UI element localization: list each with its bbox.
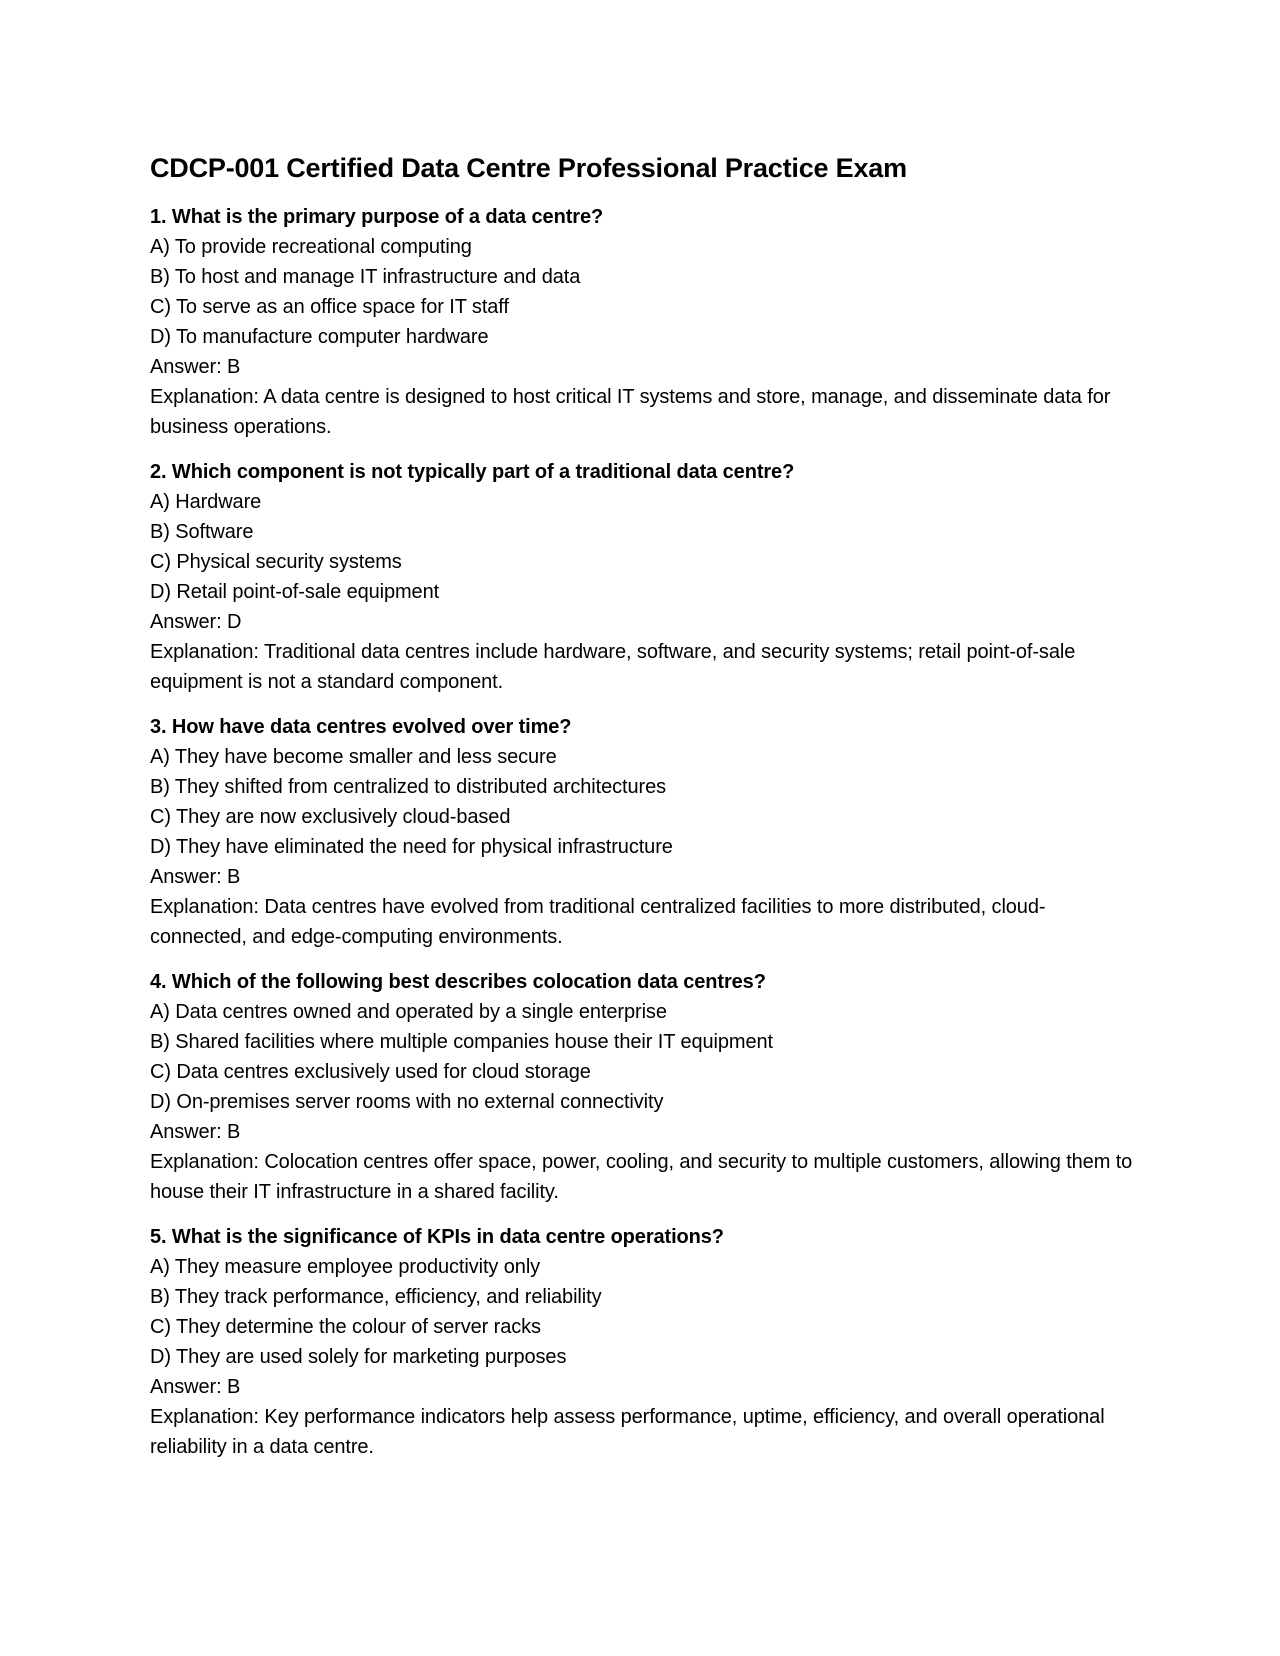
option-b: B) Shared facilities where multiple companies house their IT equipment (150, 1031, 773, 1053)
explanation-text: Explanation: A data centre is designed to host critical IT systems and store, manage, and disseminate data for business operations. (150, 386, 1111, 438)
option-c: C) To serve as an office space for IT staff (150, 296, 509, 318)
question-text: 5. What is the significance of KPIs in data centre operations? (150, 1226, 724, 1248)
question-text: 2. Which component is not typically part of a traditional data centre? (150, 461, 795, 483)
option-a: A) They measure employee productivity only (150, 1256, 541, 1278)
explanation-text: Explanation: Key performance indicators help assess performance, uptime, efficiency, and overall operational reliability in a data centre. (150, 1406, 1105, 1458)
question-block (150, 202, 1140, 442)
option-d: D) They have eliminated the need for physical infrastructure (150, 836, 673, 858)
question-block (150, 457, 1140, 697)
option-d: D) To manufacture computer hardware (150, 326, 489, 348)
answer-text: Answer: B (150, 356, 241, 378)
option-b: B) They track performance, efficiency, and reliability (150, 1286, 602, 1308)
question-text: 1. What is the primary purpose of a data centre? (150, 206, 604, 228)
question-block (150, 1222, 1140, 1462)
question-text: 3. How have data centres evolved over time? (150, 716, 572, 738)
option-a: A) Hardware (150, 491, 262, 513)
answer-text: Answer: B (150, 1376, 241, 1398)
option-c: C) They determine the colour of server racks (150, 1316, 541, 1338)
document-page (150, 150, 1140, 1477)
question-block (150, 967, 1140, 1207)
option-a: A) To provide recreational computing (150, 236, 472, 258)
question-text: 4. Which of the following best describes colocation data centres? (150, 971, 766, 993)
option-d: D) Retail point-of-sale equipment (150, 581, 440, 603)
explanation-text: Explanation: Traditional data centres include hardware, software, and security systems; retail point-of-sale equipment is not a standard component. (150, 641, 1076, 693)
option-a: A) They have become smaller and less secure (150, 746, 557, 768)
option-c: C) Data centres exclusively used for cloud storage (150, 1061, 591, 1083)
answer-text: Answer: D (150, 611, 242, 633)
page-title: CDCP-001 Certified Data Centre Professional Practice Exam (150, 153, 907, 183)
explanation-text: Explanation: Data centres have evolved from traditional centralized facilities to more distributed, cloud-connected, and edge-computing environments. (150, 896, 1046, 948)
option-c: C) They are now exclusively cloud-based (150, 806, 511, 828)
option-c: C) Physical security systems (150, 551, 402, 573)
option-b: B) To host and manage IT infrastructure and data (150, 266, 581, 288)
answer-text: Answer: B (150, 866, 241, 888)
option-a: A) Data centres owned and operated by a single enterprise (150, 1001, 667, 1023)
option-b: B) Software (150, 521, 254, 543)
explanation-text: Explanation: Colocation centres offer space, power, cooling, and security to multiple customers, allowing them to house their IT infrastructure in a shared facility. (150, 1151, 1133, 1203)
answer-text: Answer: B (150, 1121, 241, 1143)
question-block (150, 712, 1140, 952)
option-b: B) They shifted from centralized to distributed architectures (150, 776, 666, 798)
option-d: D) They are used solely for marketing purposes (150, 1346, 567, 1368)
option-d: D) On-premises server rooms with no external connectivity (150, 1091, 664, 1113)
